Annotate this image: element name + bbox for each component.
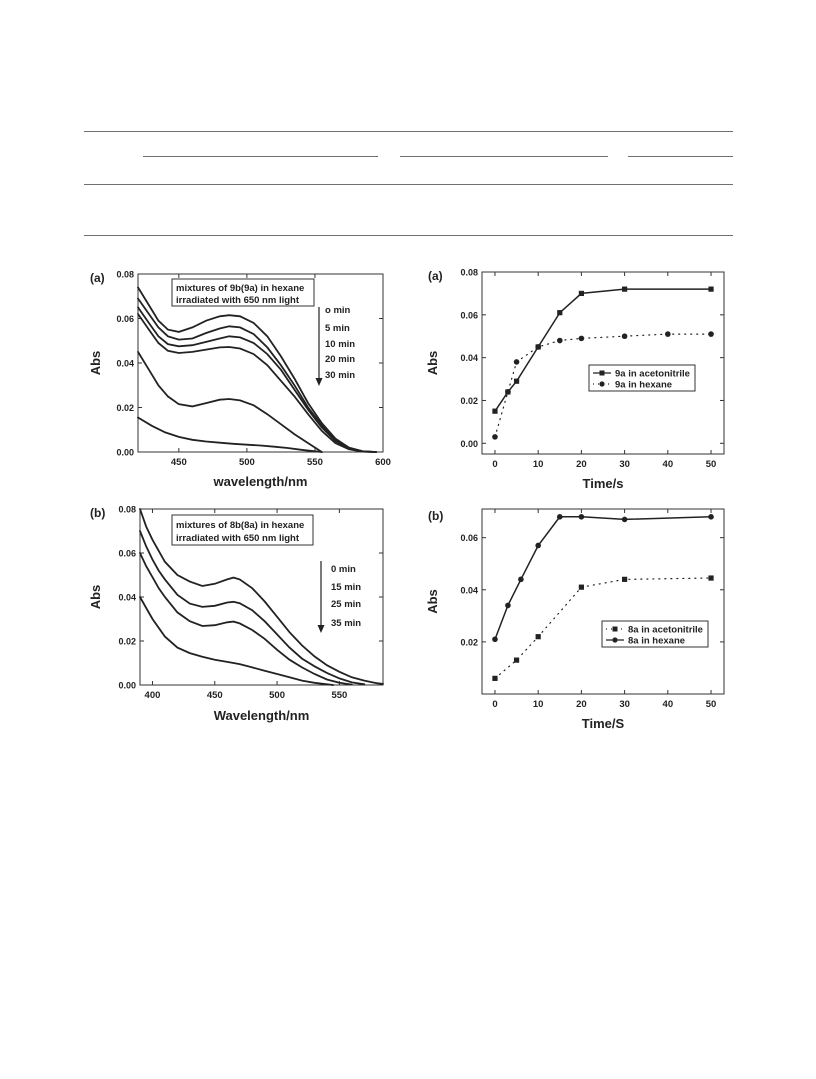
panel-3-series-1-point bbox=[557, 310, 562, 315]
panel-4-series-2-point bbox=[622, 517, 628, 523]
panel-3-x-tick-label: 20 bbox=[576, 459, 587, 470]
panel-4-series-2-point bbox=[492, 636, 498, 642]
panel-1-time-label: 5 min bbox=[325, 323, 350, 334]
panel-3-legend-label: 9a in hexane bbox=[615, 379, 673, 391]
panel-3-y-tick-label: 0.06 bbox=[460, 310, 478, 321]
panel-4-series-1-point bbox=[514, 658, 519, 663]
panel-1-y-axis-label: Abs bbox=[88, 350, 103, 376]
panel-3-legend-swatch-marker bbox=[599, 381, 604, 386]
panel-3-x-tick-label: 50 bbox=[705, 459, 717, 470]
panel-3-x-axis-label: Time/s bbox=[582, 476, 624, 491]
panel-4-series-2-point bbox=[518, 577, 524, 583]
panel-2-annotation-line: irradiated with 650 nm light bbox=[176, 533, 299, 544]
panel-1-time-label: 20 min bbox=[325, 354, 356, 365]
panel-2-time-label: 0 min bbox=[331, 564, 356, 575]
panel-2-y-tick-label: 0.08 bbox=[118, 504, 136, 515]
panel-1-x-tick-label: 500 bbox=[238, 457, 255, 468]
panel-3-legend-label: 9a in acetonitrile bbox=[615, 368, 690, 380]
panel-3-x-tick-label: 40 bbox=[662, 459, 674, 470]
panel-4-series-1-point bbox=[622, 577, 627, 582]
panel-1-time-label: 10 min bbox=[325, 339, 356, 350]
panel-1-panel-label: (a) bbox=[90, 271, 105, 285]
panel-3-y-tick-label: 0.04 bbox=[460, 353, 478, 364]
panel-2-time-arrow-head bbox=[318, 625, 325, 633]
panel-1-time-label: 30 min bbox=[325, 370, 356, 381]
panel-3-series-2-point bbox=[505, 389, 511, 395]
panel-4-x-axis-label: Time/S bbox=[581, 716, 625, 731]
panel-3-y-tick-label: 0.08 bbox=[460, 267, 478, 278]
panel-1-y-tick-label: 0.00 bbox=[116, 447, 134, 458]
panel-1-x-axis-label: wavelength/nm bbox=[213, 474, 308, 489]
panel-3-series-2-point bbox=[557, 338, 563, 344]
panel-4-legend-swatch-marker bbox=[612, 637, 617, 642]
panel-1-x-tick-label: 450 bbox=[170, 457, 187, 468]
panel-4-series-1-point bbox=[708, 575, 713, 580]
panel-1-time-label: o min bbox=[325, 305, 351, 316]
panel-2-x-axis-label: Wavelength/nm bbox=[213, 708, 310, 723]
panel-2-y-tick-label: 0.04 bbox=[118, 592, 136, 603]
panel-4-series-2-point bbox=[535, 543, 541, 549]
panel-1-series-5-line bbox=[138, 352, 322, 452]
panel-4-y-tick-label: 0.02 bbox=[460, 637, 478, 648]
panel-4-y-axis-label: Abs bbox=[425, 589, 440, 614]
panel-3-y-tick-label: 0.00 bbox=[460, 438, 478, 449]
panel-4-legend-label: 8a in acetonitrile bbox=[628, 624, 703, 636]
panel-4-x-tick-label: 0 bbox=[492, 699, 498, 710]
panel-2-x-tick-label: 400 bbox=[144, 690, 161, 701]
panel-2-time-label: 25 min bbox=[331, 599, 362, 610]
panel-4-series-2-point bbox=[505, 603, 511, 609]
panel-3-series-1-point bbox=[708, 287, 713, 292]
panel-3-series-2-point bbox=[708, 331, 714, 337]
panel-3-series-1-point bbox=[514, 379, 519, 384]
panel-4-series-2-point bbox=[708, 514, 714, 520]
panel-3-series-2-point bbox=[622, 333, 628, 339]
panel-1-y-tick-label: 0.06 bbox=[116, 314, 134, 324]
panel-2-x-tick-label: 500 bbox=[269, 690, 286, 701]
panel-1-annotation-line: irradiated with 650 nm light bbox=[176, 295, 299, 306]
panel-4-panel-label: (b) bbox=[428, 509, 444, 523]
panel-4-x-tick-label: 10 bbox=[532, 699, 544, 710]
panel-1-time-arrow-head bbox=[316, 378, 323, 386]
panel-3-panel-label: (a) bbox=[428, 269, 443, 283]
panel-1-y-tick-label: 0.02 bbox=[116, 403, 134, 413]
panel-4-series-1-point bbox=[492, 676, 497, 681]
panel-1-y-tick-label: 0.04 bbox=[116, 358, 134, 369]
panel-3-series-1-point bbox=[622, 287, 627, 292]
panel-4-y-tick-label: 0.04 bbox=[460, 585, 478, 596]
panel-1-x-tick-label: 550 bbox=[307, 457, 323, 468]
panel-3-x-tick-label: 0 bbox=[492, 459, 498, 470]
panel-2-x-tick-label: 550 bbox=[331, 690, 348, 701]
panel-3-series-2-point bbox=[579, 336, 585, 342]
panel-4-series-1-point bbox=[579, 585, 584, 590]
panel-4-series-2-point bbox=[557, 514, 563, 520]
panel-2-y-tick-label: 0.06 bbox=[118, 548, 136, 559]
panel-3-series-2-point bbox=[514, 359, 520, 365]
panel-4-x-tick-label: 30 bbox=[619, 699, 630, 710]
panel-3-y-tick-label: 0.02 bbox=[460, 395, 478, 406]
panel-4-legend-swatch-marker bbox=[613, 627, 618, 632]
panel-2-x-tick-label: 450 bbox=[206, 690, 223, 701]
panel-4-x-tick-label: 50 bbox=[705, 699, 717, 710]
panel-3-legend-swatch-marker bbox=[600, 371, 605, 376]
panel-4-legend-label: 8a in hexane bbox=[628, 635, 686, 647]
panel-3-series-2-point bbox=[535, 344, 541, 350]
panel-3-series-2-point bbox=[665, 331, 671, 337]
panel-4-series-2-point bbox=[579, 514, 585, 520]
panel-1-x-tick-label: 600 bbox=[375, 457, 391, 468]
panel-1-annotation-line: mixtures of 9b(9a) in hexane bbox=[176, 283, 305, 294]
panel-2-time-label: 35 min bbox=[331, 618, 362, 629]
panel-2-panel-label: (b) bbox=[90, 506, 106, 520]
panel-3-series-1-point bbox=[579, 291, 584, 296]
panel-4-plot-frame bbox=[482, 509, 724, 694]
panel-2-y-tick-label: 0.02 bbox=[118, 636, 136, 647]
panel-3-series-1-point bbox=[492, 409, 497, 414]
panel-3-y-axis-label: Abs bbox=[425, 350, 440, 376]
panel-2-annotation-line: mixtures of 8b(8a) in hexane bbox=[176, 520, 305, 531]
panel-4-x-tick-label: 40 bbox=[662, 699, 674, 710]
panel-1-series-4-line bbox=[138, 314, 376, 452]
panel-3-series-2-point bbox=[492, 434, 498, 440]
panel-4-y-tick-label: 0.06 bbox=[460, 533, 478, 544]
panel-4-series-1-point bbox=[536, 634, 541, 639]
panel-2-y-tick-label: 0.00 bbox=[118, 680, 136, 691]
panel-2-time-label: 15 min bbox=[331, 582, 362, 593]
panel-1-y-tick-label: 0.08 bbox=[116, 269, 134, 280]
panel-3-x-tick-label: 30 bbox=[619, 459, 630, 470]
panel-2-y-axis-label: Abs bbox=[88, 584, 103, 610]
panel-3-series-1-line bbox=[495, 289, 711, 411]
panel-4-x-tick-label: 20 bbox=[576, 699, 587, 710]
panel-3-x-tick-label: 10 bbox=[532, 459, 544, 470]
panel-2-series-4-line bbox=[140, 597, 333, 685]
